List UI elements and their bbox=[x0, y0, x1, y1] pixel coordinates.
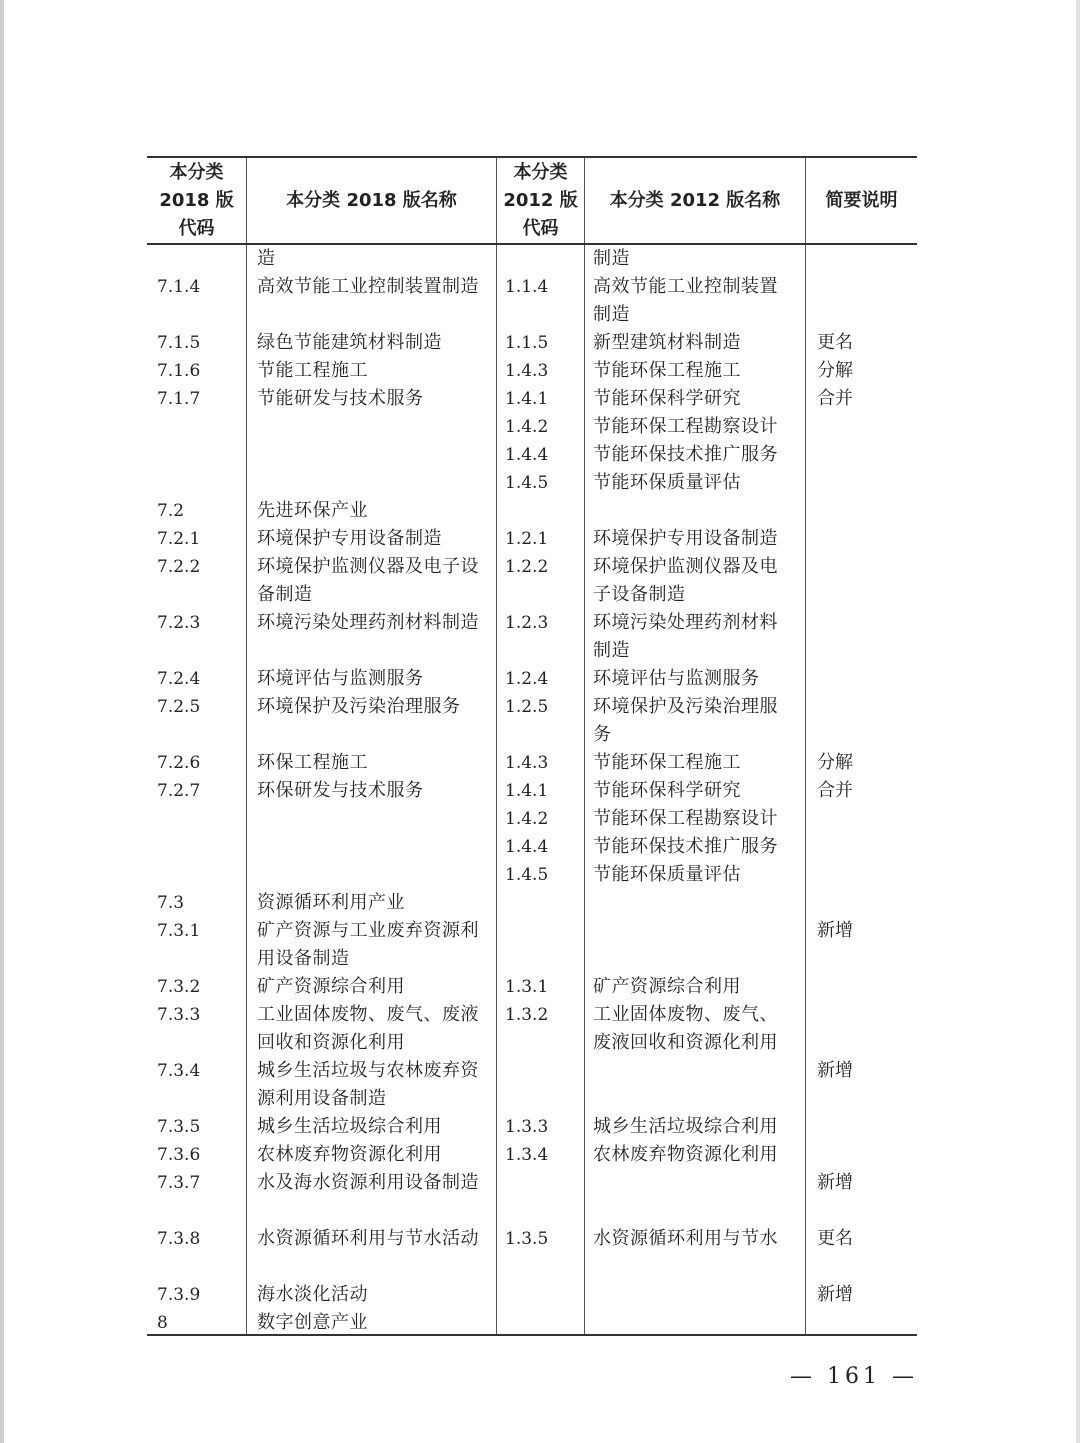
code-2012-cell: 1.1.4 bbox=[505, 277, 549, 297]
table-row bbox=[147, 329, 917, 357]
code-2018-cell: 7.1.6 bbox=[157, 361, 201, 381]
code-2012-cell: 1.2.1 bbox=[505, 529, 549, 549]
code-2018-cell: 7.3.1 bbox=[157, 921, 201, 941]
page-number: — 161 — bbox=[790, 1364, 918, 1389]
code-2018-cell: 7.3.8 bbox=[157, 1229, 201, 1249]
table-row bbox=[147, 1113, 917, 1141]
code-2018-cell: 8 bbox=[157, 1313, 168, 1333]
code-2012-cell: 1.4.2 bbox=[505, 417, 549, 437]
name-2012-cell: 节能环保技术推广服务 bbox=[593, 444, 778, 465]
name-2018-cell: 矿产资源综合利用 bbox=[257, 976, 405, 997]
name-2012-cell: 节能环保质量评估 bbox=[593, 472, 741, 493]
name-2018-cell: 环境保护及污染治理服务 bbox=[257, 696, 461, 717]
note-cell: 合并 bbox=[817, 388, 853, 409]
table-row bbox=[147, 553, 917, 609]
note-cell: 分解 bbox=[817, 752, 853, 773]
code-2012-cell: 1.3.1 bbox=[505, 977, 549, 997]
note-cell: 合并 bbox=[817, 780, 853, 801]
name-2018-cell: 城乡生活垃圾与农林废弃资源利用设备制造 bbox=[257, 1060, 479, 1109]
code-2018-cell: 7.3 bbox=[157, 893, 185, 913]
name-2012-cell: 矿产资源综合利用 bbox=[593, 976, 741, 997]
note-cell: 新增 bbox=[817, 1172, 853, 1193]
code-2018-cell: 7.2.5 bbox=[157, 697, 201, 717]
code-2018-cell: 7.3.3 bbox=[157, 1005, 201, 1025]
name-2018-cell: 环境保护专用设备制造 bbox=[257, 528, 442, 549]
code-2012-cell: 1.2.3 bbox=[505, 613, 549, 633]
name-2012-cell: 环境污染处理药剂材料制造 bbox=[593, 612, 778, 661]
code-2018-cell: 7.3.6 bbox=[157, 1145, 201, 1165]
code-2012-cell: 1.4.5 bbox=[505, 473, 549, 493]
name-2018-cell: 先进环保产业 bbox=[257, 500, 368, 521]
table-row bbox=[147, 693, 917, 749]
table-row bbox=[147, 497, 917, 525]
code-2018-cell: 7.2.1 bbox=[157, 529, 201, 549]
name-2012-cell: 节能环保工程施工 bbox=[593, 360, 741, 381]
code-2012-cell: 1.3.5 bbox=[505, 1229, 549, 1249]
name-2018-cell: 数字创意产业 bbox=[257, 1312, 368, 1333]
name-2018-cell: 高效节能工业控制装置制造 bbox=[257, 276, 479, 297]
table-row bbox=[147, 833, 917, 861]
code-2018-cell: 7.3.5 bbox=[157, 1117, 201, 1137]
code-2018-cell: 7.3.9 bbox=[157, 1285, 201, 1305]
code-2018-cell: 7.2.7 bbox=[157, 781, 201, 801]
name-2012-cell: 节能环保工程施工 bbox=[593, 752, 741, 773]
table-row bbox=[147, 861, 917, 889]
table-row bbox=[147, 917, 917, 973]
table-row bbox=[147, 805, 917, 833]
name-2012-cell: 节能环保质量评估 bbox=[593, 864, 741, 885]
table-row bbox=[147, 1169, 917, 1225]
name-2012-cell: 环境保护专用设备制造 bbox=[593, 528, 778, 549]
code-2012-cell: 1.4.5 bbox=[505, 865, 549, 885]
note-cell: 更名 bbox=[817, 1228, 853, 1249]
code-2018-cell: 7.1.5 bbox=[157, 333, 201, 353]
name-2018-cell: 城乡生活垃圾综合利用 bbox=[257, 1116, 442, 1137]
note-cell: 更名 bbox=[817, 332, 853, 353]
code-2012-cell: 1.2.5 bbox=[505, 697, 549, 717]
code-2012-cell: 1.1.5 bbox=[505, 333, 549, 353]
name-2018-cell: 环境保护监测仪器及电子设备制造 bbox=[257, 556, 479, 605]
name-2018-cell: 节能研发与技术服务 bbox=[257, 388, 424, 409]
name-2012-cell: 节能环保科学研究 bbox=[593, 388, 741, 409]
name-2012-cell: 节能环保工程勘察设计 bbox=[593, 808, 778, 829]
code-2012-cell: 1.2.4 bbox=[505, 669, 549, 689]
code-2012-cell: 1.4.4 bbox=[505, 445, 549, 465]
table-row bbox=[147, 385, 917, 413]
header-code-2012: 本分类 2012 版 代码 bbox=[503, 161, 578, 239]
name-2018-cell: 环境污染处理药剂材料制造 bbox=[257, 612, 479, 633]
name-2018-cell: 海水淡化活动 bbox=[257, 1284, 368, 1305]
table-row bbox=[147, 1141, 917, 1169]
table-row bbox=[147, 1225, 917, 1281]
table-row bbox=[147, 357, 917, 385]
name-2018-cell: 节能工程施工 bbox=[257, 360, 368, 381]
note-cell: 新增 bbox=[817, 920, 853, 941]
code-2018-cell: 7.2.6 bbox=[157, 753, 201, 773]
table-row bbox=[147, 413, 917, 441]
code-2012-cell: 1.4.4 bbox=[505, 837, 549, 857]
name-2012-cell: 农林废弃物资源化利用 bbox=[593, 1144, 778, 1165]
name-2012-cell: 节能环保工程勘察设计 bbox=[593, 416, 778, 437]
name-2018-cell: 造 bbox=[257, 248, 276, 269]
table-row bbox=[147, 469, 917, 497]
code-2012-cell: 1.3.4 bbox=[505, 1145, 549, 1165]
name-2012-cell: 水资源循环利用与节水 bbox=[593, 1228, 778, 1249]
page-edge-left bbox=[0, 0, 4, 1443]
name-2018-cell: 矿产资源与工业废弃资源利用设备制造 bbox=[257, 920, 479, 969]
header-note: 简要说明 bbox=[825, 189, 898, 211]
code-2018-cell: 7.2.3 bbox=[157, 613, 201, 633]
table-row bbox=[147, 1309, 917, 1337]
table-row bbox=[147, 609, 917, 665]
code-2012-cell: 1.4.3 bbox=[505, 753, 549, 773]
table-row bbox=[147, 665, 917, 693]
code-2018-cell: 7.1.4 bbox=[157, 277, 201, 297]
name-2012-cell: 城乡生活垃圾综合利用 bbox=[593, 1116, 778, 1137]
table-row bbox=[147, 777, 917, 805]
code-2018-cell: 7.2 bbox=[157, 501, 185, 521]
code-2012-cell: 1.4.2 bbox=[505, 809, 549, 829]
note-cell: 新增 bbox=[817, 1284, 853, 1305]
code-2012-cell: 1.4.3 bbox=[505, 361, 549, 381]
code-2012-cell: 1.4.1 bbox=[505, 389, 549, 409]
table-row bbox=[147, 749, 917, 777]
name-2012-cell: 节能环保科学研究 bbox=[593, 780, 741, 801]
name-2012-cell: 环境保护及污染治理服务 bbox=[593, 696, 778, 745]
code-2018-cell: 7.3.2 bbox=[157, 977, 201, 997]
name-2018-cell: 水资源循环利用与节水活动 bbox=[257, 1228, 479, 1249]
table-row bbox=[147, 525, 917, 553]
code-2018-cell: 7.2.2 bbox=[157, 557, 201, 577]
table-body bbox=[147, 245, 917, 1337]
name-2018-cell: 绿色节能建筑材料制造 bbox=[257, 332, 442, 353]
name-2018-cell: 水及海水资源利用设备制造 bbox=[257, 1172, 479, 1193]
table-row bbox=[147, 889, 917, 917]
table-row bbox=[147, 245, 917, 273]
name-2012-cell: 高效节能工业控制装置制造 bbox=[593, 276, 778, 325]
table-row bbox=[147, 1001, 917, 1057]
table-row bbox=[147, 1281, 917, 1309]
code-2018-cell: 7.3.4 bbox=[157, 1061, 201, 1081]
name-2012-cell: 制造 bbox=[593, 248, 630, 269]
name-2012-cell: 节能环保技术推广服务 bbox=[593, 836, 778, 857]
code-2012-cell: 1.4.1 bbox=[505, 781, 549, 801]
code-2012-cell: 1.2.2 bbox=[505, 557, 549, 577]
header-code-2018: 本分类 2018 版 代码 bbox=[159, 161, 234, 239]
code-2018-cell: 7.2.4 bbox=[157, 669, 201, 689]
header-name-2012: 本分类 2012 版名称 bbox=[609, 189, 781, 211]
classification-table bbox=[147, 156, 917, 1336]
name-2018-cell: 工业固体废物、废气、废液回收和资源化利用 bbox=[257, 1004, 479, 1053]
name-2012-cell: 工业固体废物、废气、废液回收和资源化利用 bbox=[593, 1004, 778, 1053]
name-2018-cell: 资源循环利用产业 bbox=[257, 892, 405, 913]
name-2018-cell: 环境评估与监测服务 bbox=[257, 668, 424, 689]
table-row bbox=[147, 973, 917, 1001]
name-2018-cell: 环保工程施工 bbox=[257, 752, 368, 773]
name-2018-cell: 环保研发与技术服务 bbox=[257, 780, 424, 801]
note-cell: 分解 bbox=[817, 360, 853, 381]
code-2018-cell: 7.1.7 bbox=[157, 389, 201, 409]
note-cell: 新增 bbox=[817, 1060, 853, 1081]
name-2012-cell: 环境保护监测仪器及电子设备制造 bbox=[593, 556, 778, 605]
table-row bbox=[147, 1057, 917, 1113]
table-row bbox=[147, 273, 917, 329]
code-2018-cell: 7.3.7 bbox=[157, 1173, 201, 1193]
code-2012-cell: 1.3.3 bbox=[505, 1117, 549, 1137]
page-edge-right bbox=[1076, 0, 1080, 1443]
name-2012-cell: 新型建筑材料制造 bbox=[593, 332, 741, 353]
name-2018-cell: 农林废弃物资源化利用 bbox=[257, 1144, 442, 1165]
name-2012-cell: 环境评估与监测服务 bbox=[593, 668, 760, 689]
header-name-2018: 本分类 2018 版名称 bbox=[286, 189, 457, 211]
code-2012-cell: 1.3.2 bbox=[505, 1005, 549, 1025]
table-row bbox=[147, 441, 917, 469]
